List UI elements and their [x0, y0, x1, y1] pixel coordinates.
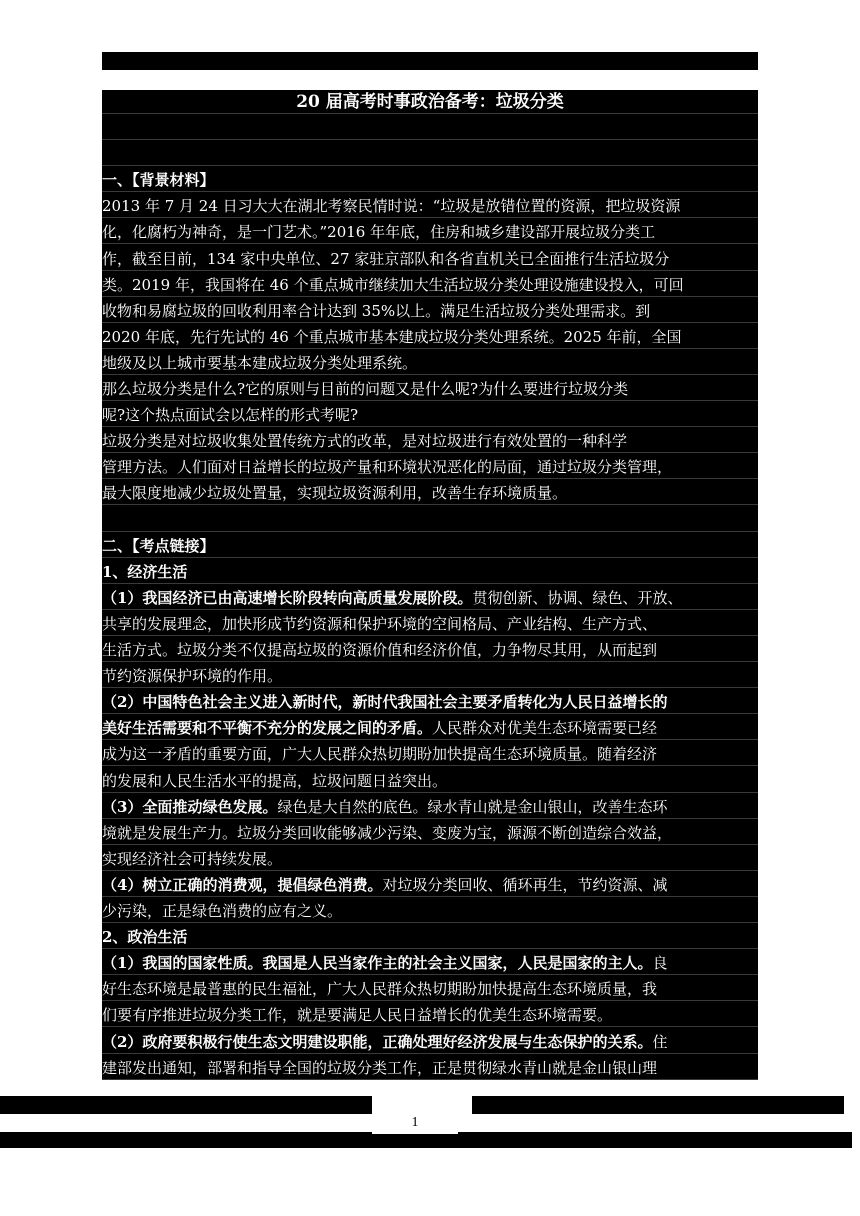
text-line [102, 508, 758, 532]
text-line [102, 664, 758, 688]
document-body [102, 90, 758, 1080]
line-text: 境就是发展生产力。垃圾分类回收能够减少污染、变废为宝，源源不断创造综合效益， [102, 823, 673, 842]
line-text: 共享的发展理念，加快形成节约资源和保护环境的空间格局、产业结构、生产方式、 [102, 614, 658, 633]
footer-bar-right [472, 1096, 844, 1114]
line-text: 1、经济生活 [102, 562, 188, 581]
text-line [102, 612, 758, 636]
line-text: 2013 年 7 月 24 日习大大在湖北考察民情时说：“垃圾是放错位置的资源，把垃圾资源 [102, 197, 681, 216]
text-line [102, 429, 758, 453]
text-line [102, 168, 758, 192]
page-number: 1 [372, 1112, 458, 1134]
text-line [102, 847, 758, 871]
line-text: 良 [652, 954, 668, 973]
line-text: 的发展和人民生活水平的提高，垃圾问题日益突出。 [102, 771, 448, 790]
line-text: 垃圾分类是对垃圾收集处置传统方式的改革，是对垃圾进行有效处置的一种科学 [102, 432, 628, 451]
line-text: 成为这一矛盾的重要方面，广大人民群众热切期盼加快提高生态环境质量。随着经济 [102, 745, 658, 764]
text-line [102, 142, 758, 166]
line-text: 建部发出通知，部署和指导全国的垃圾分类工作，正是贯彻绿水青山就是金山银山理 [102, 1058, 658, 1077]
bold-lead: （2）政府要积极行使生态文明建设职能，正确处理好经济发展与生态保护的关系。 [102, 1032, 653, 1051]
text-line [102, 1003, 758, 1027]
line-text: 那么垃圾分类是什么?它的原则与目前的问题又是什么呢?为什么要进行垃圾分类 [102, 380, 629, 398]
line-text: 2、政治生活 [102, 928, 188, 947]
text-line [102, 247, 758, 271]
text-line [102, 690, 758, 714]
line-text: 作，截至目前，134 家中央单位、27 家驻京部队和各省直机关已全面推行生活垃圾分 [102, 249, 670, 268]
text-line [102, 977, 758, 1001]
line-text: 2020 年底，先行先试的 46 个重点城市基本建成垃圾分类处理系统。2025 年前，全国 [102, 327, 682, 346]
line-text: 贯彻创新、协调、绿色、开放、 [472, 588, 683, 607]
text-line [102, 325, 758, 349]
line-text: 生活方式。垃圾分类不仅提高垃圾的资源价值和经济价值，力争物尽其用，从而起到 [102, 641, 658, 659]
line-text: 实现经济社会可持续发展。 [102, 849, 283, 868]
line-text: 住 [652, 1032, 668, 1051]
line-text: 类。2019 年，我国将在 46 个重点城市继续加大生活垃圾分类处理设施建设投入，可回 [102, 275, 684, 294]
bold-lead: 美好生活需要和不平衡不充分的发展之间的矛盾。 [102, 719, 433, 738]
bold-lead: （3）全面推动绿色发展。 [102, 797, 278, 816]
text-line [102, 1056, 758, 1080]
footer-bar-bottom [0, 1132, 852, 1148]
text-line [102, 899, 758, 923]
line-text: 二、【考点链接】 [102, 536, 215, 555]
text-line [102, 951, 758, 975]
text-line [102, 481, 758, 505]
line-text: 收物和易腐垃圾的回收利用率合计达到 35%以上。满足生活垃圾分类处理需求。到 [102, 301, 651, 320]
text-line [102, 821, 758, 845]
line-text: （2）中国特色社会主义进入新时代，新时代我国社会主要矛盾转化为人民日益增长的 [102, 693, 668, 712]
line-text: 地级及以上城市要基本建成垃圾分类处理系统。 [102, 353, 418, 372]
text-line [102, 795, 758, 819]
bold-lead: （1）我国的国家性质。我国是人民当家作主的社会主义国家，人民是国家的主人。 [102, 954, 653, 973]
document-title: 20 届高考时事政治备考：垃圾分类 [102, 90, 758, 114]
line-text: 少污染，正是绿色消费的应有之义。 [102, 902, 343, 920]
text-line [102, 769, 758, 793]
text-line [102, 116, 758, 140]
text-line [102, 742, 758, 766]
header-bar [102, 52, 758, 70]
text-line [102, 220, 758, 244]
text-line [102, 351, 758, 375]
line-text: 们要有序推进垃圾分类工作，就是要满足人民日益增长的优美生态环境需要。 [102, 1006, 613, 1025]
line-text: 节约资源保护环境的作用。 [102, 667, 283, 686]
line-text: 好生态环境是最普惠的民生福祉，广大人民群众热切期盼加快提高生态环境质量，我 [102, 980, 658, 999]
text-line [102, 403, 758, 427]
line-text: 最大限度地减少垃圾处置量，实现垃圾资源利用，改善生存环境质量。 [102, 484, 568, 503]
bold-lead: （4）树立正确的消费观，提倡绿色消费。 [102, 875, 383, 894]
footer-bar-left [0, 1096, 372, 1114]
text-line [102, 873, 758, 897]
text-line [102, 377, 758, 401]
text-line [102, 194, 758, 218]
text-line [102, 273, 758, 297]
line-text: 管理方法。人们面对日益增长的垃圾产量和环境状况恶化的局面，通过垃圾分类管理， [102, 458, 673, 477]
line-text: 化，化腐朽为神奇，是一门艺术。”2016 年年底，住房和城乡建设部开展垃圾分类工 [102, 223, 656, 242]
text-line [102, 638, 758, 662]
text-line [102, 534, 758, 558]
line-text: 一、【背景材料】 [102, 171, 215, 190]
line-text: 人民群众对优美生态环境需要已经 [432, 719, 658, 738]
line-text: 绿色是大自然的底色。绿水青山就是金山银山，改善生态环 [277, 797, 668, 816]
text-line [102, 925, 758, 949]
line-text: 呢?这个热点面试会以怎样的形式考呢? [102, 406, 359, 425]
text-line [102, 1030, 758, 1054]
text-line [102, 586, 758, 610]
text-line [102, 716, 758, 740]
line-text: 对垃圾分类回收、循环再生，节约资源、减 [382, 875, 668, 894]
bold-lead: （1）我国经济已由高速增长阶段转向高质量发展阶段。 [102, 588, 473, 607]
text-line [102, 299, 758, 323]
text-line [102, 560, 758, 584]
text-line [102, 455, 758, 479]
